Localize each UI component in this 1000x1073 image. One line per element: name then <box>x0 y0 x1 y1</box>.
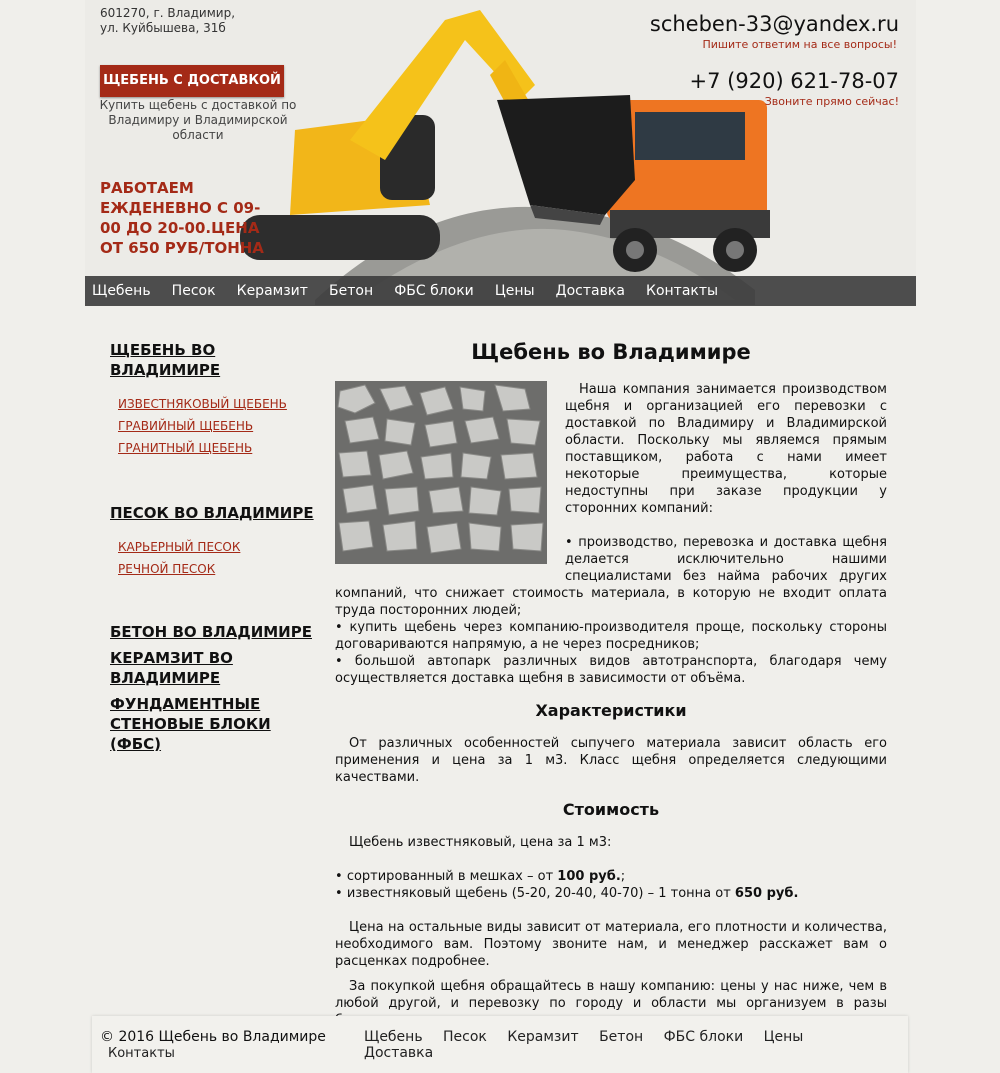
nav-item-keramzit[interactable]: Керамзит <box>236 283 308 299</box>
price-item-limestone-text: известняковый щебень (5-20, 20-40, 40-70) – 1 тонна от <box>346 886 735 901</box>
price-item-bags-text: сортированный в мешках – от <box>346 869 558 884</box>
address-line-2: ул. Куйбышева, 31б <box>100 21 226 35</box>
sidebar-link-granite-gravel[interactable]: ГРАНИТНЫЙ ЩЕБЕНЬ <box>118 441 253 455</box>
main-nav <box>85 276 916 306</box>
footer-link-concrete[interactable]: Бетон <box>599 1029 644 1045</box>
sidebar-heading-concrete[interactable]: БЕТОН ВО ВЛАДИМИРЕ <box>110 623 312 641</box>
site-footer <box>92 1016 908 1073</box>
footer-link-sand[interactable]: Песок <box>443 1029 487 1045</box>
site-header <box>85 0 916 305</box>
sidebar-link-gravel-crushed[interactable]: ГРАВИЙНЫЙ ЩЕБЕНЬ <box>118 419 254 433</box>
main-content <box>335 338 887 1029</box>
nav-item-prices[interactable]: Цены <box>494 283 535 299</box>
contact-phone[interactable]: +7 (920) 621-78-07 <box>689 69 899 93</box>
heading-characteristics: Характеристики <box>535 701 687 720</box>
hero-illustration <box>235 0 775 305</box>
crushed-stone-photo <box>335 381 547 564</box>
heading-price: Стоимость <box>562 800 660 819</box>
closing-paragraph: За покупкой щебня обращайтесь в нашу компанию: цены у нас ниже, чем в любой другой, и перевозку по городу и области мы организуем в разы <box>335 979 887 1011</box>
email-caption: Пишите ответим на все вопросы! <box>702 38 897 51</box>
price-item-limestone-value: 650 руб. <box>734 886 799 901</box>
nav-item-gravel[interactable]: Щебень <box>92 283 151 299</box>
price-intro: Щебень известняковый, цена за 1 м3: <box>349 835 612 850</box>
sidebar-heading-keramzit[interactable]: КЕРАМЗИТ ВО ВЛАДИМИРЕ <box>110 649 233 687</box>
advantage-item: • большой автопарк различных видов автотранспорта, благодаря чему осуществляется доставка щебня в зависимости от объёма. <box>335 654 887 686</box>
price-item-bags-end: ; <box>620 869 626 884</box>
footer-link-prices[interactable]: Цены <box>763 1029 804 1045</box>
contact-email[interactable]: scheben-33@yandex.ru <box>649 12 899 36</box>
advantage-item: • купить щебень через компанию-производителя проще, поскольку стороны договариваются напрямую, а не через посредников; <box>335 620 887 652</box>
sidebar-heading-gravel[interactable]: ЩЕБЕНЬ ВО ВЛАДИМИРЕ <box>110 341 221 379</box>
footer-link-keramzit[interactable]: Керамзит <box>507 1029 579 1045</box>
nav-item-concrete[interactable]: Бетон <box>329 283 374 299</box>
sidebar-heading-sand[interactable]: ПЕСОК ВО ВЛАДИМИРЕ <box>110 504 314 522</box>
footer-nav <box>364 1029 908 1061</box>
price-item-bags: • сортированный в мешках – от 100 руб.; <box>335 869 626 884</box>
delivery-cta-subtitle: Купить щебень с доставкой по Владимиру и Владимирской области <box>99 98 297 142</box>
price-other-paragraph: Цена на остальные виды зависит от материала, его плотности и количества, необходимого вам. Поэтому звоните нам, и менеджер расскажет вам о расценках подробнее. <box>335 920 887 969</box>
address-line-1: 601270, г. Владимир, <box>100 6 236 20</box>
nav-item-delivery[interactable]: Доставка <box>555 283 625 299</box>
company-address <box>100 6 235 36</box>
page-title: Щебень во Владимире <box>471 340 751 364</box>
price-item-bags-value: 100 руб. <box>557 869 621 884</box>
sidebar-link-quarry-sand[interactable]: КАРЬЕРНЫЙ ПЕСОК <box>118 540 241 554</box>
sidebar-link-river-sand[interactable]: РЕЧНОЙ ПЕСОК <box>118 562 216 576</box>
sidebar-link-limestone-gravel[interactable]: ИЗВЕСТНЯКОВЫЙ ЩЕБЕНЬ <box>118 397 287 411</box>
characteristics-paragraph: От различных особенностей сыпучего материала зависит область его применения и цена за 1 м3. Класс щебня определяется следующими качествами. <box>335 736 887 785</box>
sidebar-heading-fbs[interactable]: ФУНДАМЕНТНЫЕ СТЕНОВЫЕ БЛОКИ (ФБС) <box>110 695 271 753</box>
nav-item-fbs-blocks[interactable]: ФБС блоки <box>394 283 474 299</box>
delivery-cta-button[interactable]: ЩЕБЕНЬ С ДОСТАВКОЙ <box>100 65 284 97</box>
footer-link-delivery[interactable]: Доставка <box>364 1045 434 1061</box>
sidebar <box>110 340 320 754</box>
nav-item-sand[interactable]: Песок <box>171 283 216 299</box>
nav-item-contacts[interactable]: Контакты <box>646 283 719 299</box>
advantage-item: • производство, перевозка и доставка щебня делается исключительно нашими специалистами без найма рабочих других компаний, что снижает стоимость материала, в которую не входит оплата труда посторонних людей; <box>335 535 887 618</box>
footer-link-fbs-blocks[interactable]: ФБС блоки <box>663 1029 744 1045</box>
footer-link-contacts[interactable]: Контакты <box>108 1046 175 1061</box>
footer-link-gravel[interactable]: Щебень <box>364 1029 423 1045</box>
working-hours: РАБОТАЕМ ЕЖДЕНЕВНО С 09-00 ДО 20-00.ЦЕНА ОТ 650 РУБ/ТОННА <box>100 179 264 257</box>
copyright: © 2016 Щебень во Владимире <box>100 1029 326 1045</box>
intro-paragraph: Наша компания занимается производством щебня и организацией его перевозки с доставкой по Владимиру и Владимирской области. Поскольку мы являемся прямым поставщиком, работа с нами имеет некоторые преимущества, которые недоступны при заказе продукции у сторонних компаний: <box>565 382 887 516</box>
phone-caption: Звоните прямо сейчас! <box>764 95 899 108</box>
price-item-limestone: • известняковый щебень (5-20, 20-40, 40-70) – 1 тонна от 650 руб. <box>335 886 799 901</box>
